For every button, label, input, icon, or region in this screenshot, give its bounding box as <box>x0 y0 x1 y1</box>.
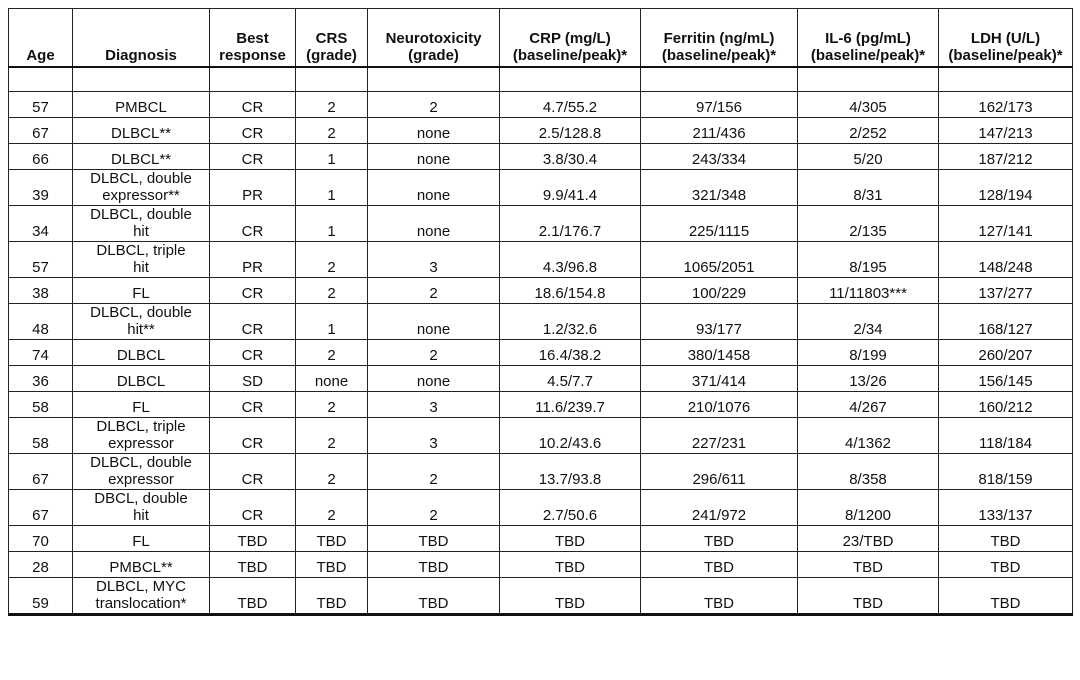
ferritin-cell: 225/1115 <box>641 206 798 242</box>
ldh-cell: 147/213 <box>939 118 1073 144</box>
age-cell: 67 <box>9 490 73 526</box>
diagnosis-line: FL <box>132 399 150 416</box>
spacer-cell <box>296 67 368 92</box>
crs-cell: 2 <box>296 490 368 526</box>
neurotoxicity-cell: none <box>368 144 500 170</box>
response-cell: CR <box>210 454 296 490</box>
diagnosis-header-line: Diagnosis <box>105 47 177 64</box>
crp-cell: 2.7/50.6 <box>500 490 641 526</box>
crs-cell: 2 <box>296 340 368 366</box>
diagnosis-line: hit <box>133 259 149 276</box>
neurotoxicity-cell: 3 <box>368 242 500 278</box>
ferritin-header-line: (baseline/peak)* <box>661 47 777 64</box>
il6-cell: 2/34 <box>798 304 939 340</box>
diagnosis-line: PMBCL** <box>109 559 173 576</box>
diagnosis-cell <box>73 242 210 278</box>
neurotoxicity-cell: TBD <box>368 552 500 578</box>
diagnosis-line: DLBCL, double <box>90 454 192 471</box>
crp-cell: 9.9/41.4 <box>500 170 641 206</box>
crp-cell: 2.1/176.7 <box>500 206 641 242</box>
ferritin-cell: 371/414 <box>641 366 798 392</box>
response-cell: PR <box>210 242 296 278</box>
crp-cell: 10.2/43.6 <box>500 418 641 454</box>
spacer-cell <box>798 67 939 92</box>
table-row <box>9 454 1073 490</box>
table-row <box>9 206 1073 242</box>
crp-cell: TBD <box>500 526 641 552</box>
diagnosis-line: DLBCL** <box>110 125 172 142</box>
diagnosis-cell <box>73 552 210 578</box>
crs-cell: 2 <box>296 118 368 144</box>
il6-cell: 8/199 <box>798 340 939 366</box>
spacer-cell <box>368 67 500 92</box>
crp-header-line: (baseline/peak)* <box>512 47 628 64</box>
diagnosis-cell <box>73 526 210 552</box>
age-cell: 74 <box>9 340 73 366</box>
il6-cell: 2/252 <box>798 118 939 144</box>
neurotoxicity-cell: 2 <box>368 278 500 304</box>
neurotoxicity-header <box>368 9 500 68</box>
ldh-header-line: LDH (U/L) <box>970 30 1041 47</box>
neurotoxicity-cell: 2 <box>368 490 500 526</box>
il6-cell: 8/31 <box>798 170 939 206</box>
diagnosis-line: expressor** <box>102 187 180 204</box>
age-cell: 67 <box>9 454 73 490</box>
diagnosis-cell <box>73 454 210 490</box>
ferritin-cell: 243/334 <box>641 144 798 170</box>
diagnosis-cell <box>73 366 210 392</box>
il6-cell: 13/26 <box>798 366 939 392</box>
neurotoxicity-cell: 2 <box>368 340 500 366</box>
diagnosis-cell <box>73 340 210 366</box>
diagnosis-cell <box>73 490 210 526</box>
table-row <box>9 418 1073 454</box>
crp-header <box>500 9 641 68</box>
neurotoxicity-cell: 3 <box>368 392 500 418</box>
ldh-cell: 260/207 <box>939 340 1073 366</box>
neurotoxicity-cell: TBD <box>368 578 500 615</box>
il6-cell: 11/11803*** <box>798 278 939 304</box>
age-cell: 70 <box>9 526 73 552</box>
diagnosis-line: DLBCL, double <box>90 170 192 187</box>
ldh-cell: 137/277 <box>939 278 1073 304</box>
table-row <box>9 144 1073 170</box>
ferritin-cell: 93/177 <box>641 304 798 340</box>
table-row <box>9 118 1073 144</box>
ferritin-cell: 211/436 <box>641 118 798 144</box>
diagnosis-cell <box>73 392 210 418</box>
diagnosis-cell <box>73 170 210 206</box>
response-cell: TBD <box>210 526 296 552</box>
ldh-cell: 128/194 <box>939 170 1073 206</box>
ldh-cell: 168/127 <box>939 304 1073 340</box>
ferritin-cell: 100/229 <box>641 278 798 304</box>
spacer-cell <box>500 67 641 92</box>
diagnosis-cell <box>73 118 210 144</box>
diagnosis-line: DLBCL, triple <box>96 418 186 435</box>
ldh-cell: 162/173 <box>939 92 1073 118</box>
table-row <box>9 170 1073 206</box>
response-cell: CR <box>210 392 296 418</box>
response-cell: CR <box>210 418 296 454</box>
table-row <box>9 304 1073 340</box>
ferritin-header-line: Ferritin (ng/mL) <box>663 30 775 47</box>
diagnosis-cell <box>73 278 210 304</box>
age-cell: 57 <box>9 92 73 118</box>
age-cell: 59 <box>9 578 73 615</box>
table-row <box>9 552 1073 578</box>
crs-cell: 2 <box>296 418 368 454</box>
crs-header-line: (grade) <box>306 47 357 64</box>
table-row <box>9 366 1073 392</box>
neurotoxicity-header-line: Neurotoxicity <box>385 30 482 47</box>
crp-cell: 1.2/32.6 <box>500 304 641 340</box>
crp-cell: 18.6/154.8 <box>500 278 641 304</box>
age-cell: 48 <box>9 304 73 340</box>
crs-cell: 1 <box>296 304 368 340</box>
il6-cell: 4/305 <box>798 92 939 118</box>
diagnosis-line: PMBCL <box>115 99 167 116</box>
spacer-cell <box>9 67 73 92</box>
il6-cell: 4/1362 <box>798 418 939 454</box>
ldh-cell: 148/248 <box>939 242 1073 278</box>
neurotoxicity-cell: none <box>368 304 500 340</box>
diagnosis-header <box>73 9 210 68</box>
age-cell: 66 <box>9 144 73 170</box>
ldh-cell: 127/141 <box>939 206 1073 242</box>
age-cell: 39 <box>9 170 73 206</box>
crs-cell: 2 <box>296 454 368 490</box>
crs-header <box>296 9 368 68</box>
crp-cell: TBD <box>500 578 641 615</box>
diagnosis-line: DLBCL** <box>110 151 172 168</box>
diagnosis-line: translocation* <box>95 595 187 612</box>
ldh-cell: TBD <box>939 552 1073 578</box>
diagnosis-line: expressor <box>108 471 174 488</box>
diagnosis-cell <box>73 418 210 454</box>
neurotoxicity-cell: none <box>368 366 500 392</box>
diagnosis-line: DLBCL, double <box>90 304 192 321</box>
il6-cell: 4/267 <box>798 392 939 418</box>
age-cell: 58 <box>9 418 73 454</box>
neurotoxicity-cell: TBD <box>368 526 500 552</box>
diagnosis-line: DLBCL, triple <box>96 242 186 259</box>
diagnosis-line: DBCL, double <box>94 490 188 507</box>
neurotoxicity-cell: none <box>368 170 500 206</box>
ldh-cell: 818/159 <box>939 454 1073 490</box>
il6-header-line: IL-6 (pg/mL) <box>825 30 911 47</box>
diagnosis-cell <box>73 304 210 340</box>
patient-outcomes-table <box>8 8 1073 616</box>
ferritin-cell: 321/348 <box>641 170 798 206</box>
il6-header-line: (baseline/peak)* <box>810 47 926 64</box>
response-cell: CR <box>210 118 296 144</box>
age-header-line: Age <box>26 47 55 64</box>
diagnosis-line: DLBCL <box>116 347 166 364</box>
neurotoxicity-cell: none <box>368 118 500 144</box>
response-cell: PR <box>210 170 296 206</box>
crs-cell: 2 <box>296 392 368 418</box>
ldh-cell: TBD <box>939 526 1073 552</box>
crp-cell: 13.7/93.8 <box>500 454 641 490</box>
ferritin-cell: 241/972 <box>641 490 798 526</box>
crs-cell: 2 <box>296 278 368 304</box>
ldh-cell: 160/212 <box>939 392 1073 418</box>
crs-cell: 1 <box>296 144 368 170</box>
crp-cell: 4.3/96.8 <box>500 242 641 278</box>
ldh-header-line: (baseline/peak)* <box>948 47 1063 64</box>
neurotoxicity-header-line: (grade) <box>408 47 459 64</box>
crs-cell: 2 <box>296 242 368 278</box>
diagnosis-line: DLBCL, MYC <box>95 578 187 595</box>
il6-cell: 8/358 <box>798 454 939 490</box>
table-row <box>9 242 1073 278</box>
age-cell: 58 <box>9 392 73 418</box>
il6-cell: TBD <box>798 552 939 578</box>
table-row <box>9 526 1073 552</box>
ldh-cell: 187/212 <box>939 144 1073 170</box>
il6-cell: 8/195 <box>798 242 939 278</box>
crp-cell: 11.6/239.7 <box>500 392 641 418</box>
age-cell: 67 <box>9 118 73 144</box>
diagnosis-line: FL <box>132 285 150 302</box>
spacer-cell <box>210 67 296 92</box>
il6-cell: TBD <box>798 578 939 615</box>
crs-cell: 2 <box>296 92 368 118</box>
response-cell: TBD <box>210 578 296 615</box>
response-cell: TBD <box>210 552 296 578</box>
ldh-cell: 118/184 <box>939 418 1073 454</box>
age-cell: 28 <box>9 552 73 578</box>
table-row <box>9 92 1073 118</box>
age-header <box>9 9 73 68</box>
response-cell: CR <box>210 490 296 526</box>
spacer-cell <box>73 67 210 92</box>
ldh-cell: 133/137 <box>939 490 1073 526</box>
crs-header-line: CRS <box>315 30 348 47</box>
table-row <box>9 278 1073 304</box>
diagnosis-line: hit <box>133 507 149 524</box>
neurotoxicity-cell: 3 <box>368 418 500 454</box>
response-cell: CR <box>210 278 296 304</box>
diagnosis-cell <box>73 92 210 118</box>
best-response-header-line: Best <box>236 30 269 47</box>
table-header-row <box>9 9 1073 68</box>
il6-cell: 2/135 <box>798 206 939 242</box>
crp-cell: 4.5/7.7 <box>500 366 641 392</box>
crp-cell: 16.4/38.2 <box>500 340 641 366</box>
ferritin-cell: TBD <box>641 578 798 615</box>
ldh-header <box>939 9 1073 68</box>
ferritin-cell: 1065/2051 <box>641 242 798 278</box>
neurotoxicity-cell: none <box>368 206 500 242</box>
crp-cell: TBD <box>500 552 641 578</box>
age-cell: 38 <box>9 278 73 304</box>
ferritin-header <box>641 9 798 68</box>
diagnosis-cell <box>73 144 210 170</box>
crs-cell: 1 <box>296 206 368 242</box>
ferritin-cell: TBD <box>641 526 798 552</box>
crp-cell: 3.8/30.4 <box>500 144 641 170</box>
crp-header-line: CRP (mg/L) <box>529 30 611 47</box>
diagnosis-line: hit <box>133 223 149 240</box>
crs-cell: TBD <box>296 552 368 578</box>
crs-cell: 1 <box>296 170 368 206</box>
response-cell: CR <box>210 206 296 242</box>
header-spacer-row <box>9 67 1073 92</box>
table-row <box>9 490 1073 526</box>
il6-cell: 8/1200 <box>798 490 939 526</box>
best-response-header <box>210 9 296 68</box>
spacer-cell <box>641 67 798 92</box>
diagnosis-line: DLBCL <box>116 373 166 390</box>
diagnosis-cell <box>73 578 210 615</box>
neurotoxicity-cell: 2 <box>368 92 500 118</box>
ferritin-cell: 97/156 <box>641 92 798 118</box>
ferritin-cell: 227/231 <box>641 418 798 454</box>
crp-cell: 4.7/55.2 <box>500 92 641 118</box>
il6-cell: 5/20 <box>798 144 939 170</box>
response-cell: CR <box>210 92 296 118</box>
ldh-cell: 156/145 <box>939 366 1073 392</box>
table-row <box>9 578 1073 615</box>
diagnosis-line: hit** <box>127 321 155 338</box>
il6-cell: 23/TBD <box>798 526 939 552</box>
age-cell: 57 <box>9 242 73 278</box>
age-cell: 34 <box>9 206 73 242</box>
ferritin-cell: 380/1458 <box>641 340 798 366</box>
response-cell: CR <box>210 340 296 366</box>
diagnosis-line: DLBCL, double <box>90 206 192 223</box>
diagnosis-line: FL <box>132 533 150 550</box>
table-row <box>9 340 1073 366</box>
il6-header <box>798 9 939 68</box>
table-row <box>9 392 1073 418</box>
ferritin-cell: TBD <box>641 552 798 578</box>
response-cell: CR <box>210 304 296 340</box>
diagnosis-line: expressor <box>108 435 174 452</box>
crp-cell: 2.5/128.8 <box>500 118 641 144</box>
response-cell: SD <box>210 366 296 392</box>
spacer-cell <box>939 67 1073 92</box>
age-cell: 36 <box>9 366 73 392</box>
neurotoxicity-cell: 2 <box>368 454 500 490</box>
response-cell: CR <box>210 144 296 170</box>
best-response-header-line: response <box>219 47 286 64</box>
ldh-cell: TBD <box>939 578 1073 615</box>
crs-cell: TBD <box>296 526 368 552</box>
ferritin-cell: 296/611 <box>641 454 798 490</box>
diagnosis-cell <box>73 206 210 242</box>
crs-cell: none <box>296 366 368 392</box>
ferritin-cell: 210/1076 <box>641 392 798 418</box>
crs-cell: TBD <box>296 578 368 615</box>
